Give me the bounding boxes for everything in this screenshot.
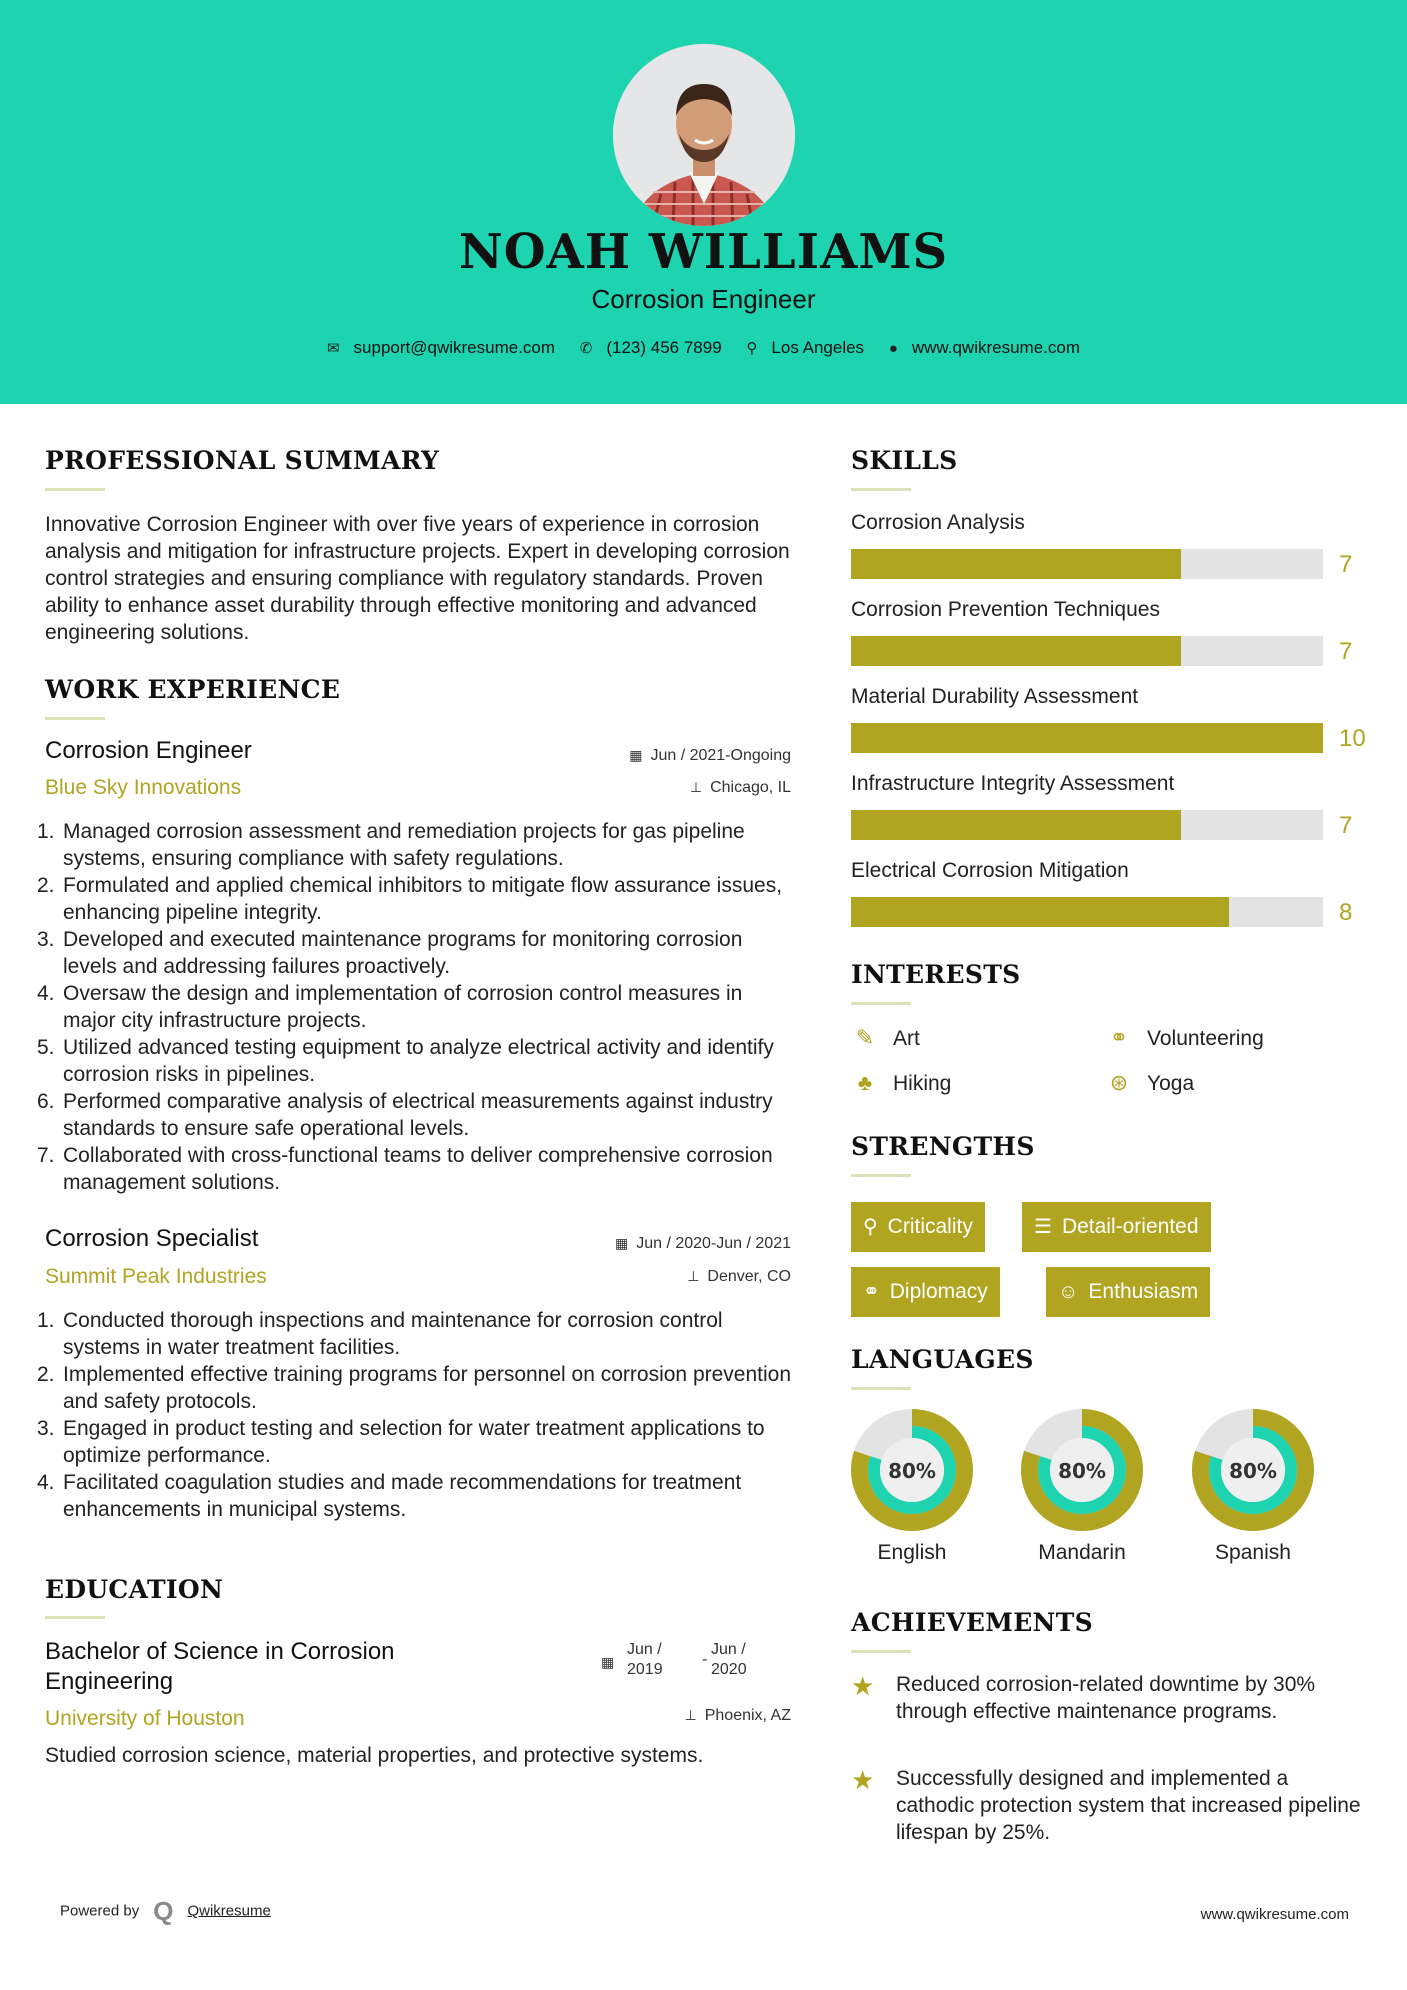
candidate-name: NOAH WILLIAMS xyxy=(458,224,949,280)
duty-text: Collaborated with cross-functional teams to deliver comprehensive corrosion management solutions. xyxy=(63,1144,773,1194)
list-item: 4. Facilitated coagulation studies and made recommendations for treatment enhancements in municipal systems. xyxy=(37,1471,742,1521)
contact-email[interactable] xyxy=(327,338,555,358)
education-description: Studied corrosion science, material properties, and protective systems. xyxy=(45,1744,704,1767)
strength-label: Criticality xyxy=(887,1215,973,1238)
envelope-icon: ✉ xyxy=(326,340,340,357)
strength-tag xyxy=(1046,1267,1210,1317)
education-location-text: Phoenix, AZ xyxy=(704,1707,791,1724)
duty-text: Oversaw the design and implementation of corrosion control measures in major city infrastructure projects. xyxy=(63,982,743,1032)
language-name: Mandarin xyxy=(1038,1541,1126,1564)
paintbrush-icon: ✎ xyxy=(855,1025,875,1050)
degree-line-1: Bachelor of Science in Corrosion xyxy=(45,1638,395,1665)
calendar-icon: ▦ xyxy=(629,747,643,763)
interest-art xyxy=(851,1025,920,1051)
job-dates xyxy=(629,747,791,765)
language-donut-chart xyxy=(851,1409,973,1531)
education-start xyxy=(627,1640,663,1680)
pushpin-icon: ⊥ xyxy=(687,1268,700,1284)
list-item: 1. Managed corrosion assessment and remediation projects for gas pipeline systems, ensuring compliance with safety regulations. xyxy=(37,820,745,870)
list-item: 4. Oversaw the design and implementation of corrosion control measures in major city infrastructure projects. xyxy=(37,982,743,1032)
job-location-text: Chicago, IL xyxy=(710,779,791,796)
handshake-icon: ⚭ xyxy=(1109,1025,1129,1050)
interest-label: Art xyxy=(893,1027,920,1050)
list-icon: ☰ xyxy=(1034,1216,1052,1238)
skill-bar-fill xyxy=(851,636,1181,666)
skill-name: Material Durability Assessment xyxy=(851,685,1139,708)
footer-powered-by xyxy=(60,1896,271,1927)
experience-heading-underline xyxy=(45,717,105,720)
job-location-text: Denver, CO xyxy=(707,1268,791,1285)
education-location xyxy=(685,1707,791,1725)
list-item: 3. Engaged in product testing and selection for water treatment applications to optimize performance. xyxy=(37,1417,765,1467)
globe-icon: ● xyxy=(888,340,898,357)
list-item: 7. Collaborated with cross-functional teams to deliver comprehensive corrosion management solutions. xyxy=(37,1144,773,1194)
powered-by-text: Powered by xyxy=(60,1902,140,1920)
interests-heading-underline xyxy=(851,1002,911,1005)
contact-phone[interactable] xyxy=(580,338,722,358)
interest-label: Volunteering xyxy=(1147,1027,1264,1050)
language-percent: 80% xyxy=(1229,1459,1277,1483)
language-percent: 80% xyxy=(1058,1459,1106,1483)
handshake-icon: ⚭ xyxy=(863,1281,880,1303)
skill-bar-track xyxy=(851,549,1323,579)
tree-icon: ♣ xyxy=(857,1070,873,1095)
pushpin-icon: ⊥ xyxy=(684,1707,697,1723)
smile-icon: ☺ xyxy=(1058,1281,1079,1303)
skill-bar-fill xyxy=(851,810,1181,840)
skill-value: 8 xyxy=(1339,899,1353,926)
skill-value: 7 xyxy=(1339,812,1353,839)
pushpin-icon: ⊥ xyxy=(689,779,703,795)
end-month: Jun / xyxy=(711,1641,746,1658)
education-heading: EDUCATION xyxy=(45,1575,224,1604)
degree-line-2: Engineering xyxy=(45,1668,174,1695)
strength-tag xyxy=(1022,1202,1211,1252)
contact-location xyxy=(746,338,864,358)
strength-label: Enthusiasm xyxy=(1088,1280,1199,1303)
profile-photo-image xyxy=(613,44,795,226)
list-item: 5. Utilized advanced testing equipment to analyze electrical activity and identify corrosion risks in pipelines. xyxy=(37,1036,774,1086)
duty-text: Conducted thorough inspections and maintenance for corrosion control systems in water treatment facilities. xyxy=(63,1309,723,1359)
interests-heading: INTERESTS xyxy=(851,960,1021,989)
skill-value: 10 xyxy=(1339,725,1366,752)
interest-volunteering xyxy=(1105,1025,1264,1051)
start-month: Jun / xyxy=(627,1641,662,1658)
skills-heading-underline xyxy=(851,488,911,491)
skill-name: Electrical Corrosion Mitigation xyxy=(851,859,1129,882)
skill-name: Corrosion Prevention Techniques xyxy=(851,598,1160,621)
language-donut-chart xyxy=(1021,1409,1143,1531)
skill-value: 7 xyxy=(1339,551,1353,578)
skill-name: Corrosion Analysis xyxy=(851,511,1025,534)
resume-header xyxy=(0,0,1407,404)
achievement-item: Reduced corrosion-related downtime by 30% through effective maintenance programs. xyxy=(896,1673,1316,1723)
brand-link[interactable]: Qwikresume xyxy=(187,1902,271,1920)
skill-bar-track xyxy=(851,636,1323,666)
contact-bar xyxy=(0,338,1407,358)
email-text: support@qwikresume.com xyxy=(353,338,556,357)
duty-text: Managed corrosion assessment and remediation projects for gas pipeline systems, ensuring compliance with safety regulations. xyxy=(63,820,745,870)
strength-label: Detail-oriented xyxy=(1061,1215,1199,1238)
start-year: 2019 xyxy=(627,1661,663,1678)
language-item xyxy=(851,1409,973,1565)
achievements-heading: ACHIEVEMENTS xyxy=(851,1608,1093,1637)
calendar-icon: ▦ xyxy=(601,1654,615,1670)
duty-text: Performed comparative analysis of electrical measurements against industry standards to ensure safe operational levels. xyxy=(63,1090,773,1140)
job-location xyxy=(690,779,791,797)
qwikresume-logo-icon: Q xyxy=(153,1896,174,1926)
strength-tag xyxy=(851,1202,985,1252)
language-name: English xyxy=(877,1541,947,1564)
achievements-heading-underline xyxy=(851,1650,911,1653)
list-item: 2. Implemented effective training programs for personnel on corrosion prevention and safety protocols. xyxy=(37,1363,792,1413)
duty-text: Engaged in product testing and selection for water treatment applications to optimize performance. xyxy=(63,1417,765,1467)
language-name: Spanish xyxy=(1215,1541,1291,1564)
skill-bar-fill xyxy=(851,723,1323,753)
list-item: 2. Formulated and applied chemical inhibitors to mitigate flow assurance issues, enhancing pipeline integrity. xyxy=(37,874,783,924)
education-heading-underline xyxy=(45,1616,105,1619)
language-item xyxy=(1192,1409,1314,1565)
skill-value: 7 xyxy=(1339,638,1353,665)
skill-name: Infrastructure Integrity Assessment xyxy=(851,772,1175,795)
strength-tag xyxy=(851,1267,1000,1317)
experience-heading: WORK EXPERIENCE xyxy=(45,675,341,704)
duty-text: Developed and executed maintenance programs for monitoring corrosion levels and addressing failures proactively. xyxy=(63,928,743,978)
languages-heading-underline xyxy=(851,1387,911,1390)
list-item: 3. Developed and executed maintenance programs for monitoring corrosion levels and addressing failures proactively. xyxy=(37,928,743,978)
skill-bar-fill xyxy=(851,549,1181,579)
language-item xyxy=(1021,1409,1143,1565)
search-icon: ⚲ xyxy=(863,1216,878,1238)
strength-label: Diplomacy xyxy=(889,1280,988,1303)
list-item: 6. Performed comparative analysis of electrical measurements against industry standards to ensure safe operational levels. xyxy=(37,1090,773,1140)
end-year: 2020 xyxy=(711,1661,747,1678)
life-ring-icon: ⊛ xyxy=(1109,1070,1129,1095)
location-text: Los Angeles xyxy=(771,338,865,357)
job-duties-list xyxy=(37,1307,795,1523)
language-donut-chart xyxy=(1192,1409,1314,1531)
job-dates-text: Jun / 2021-Ongoing xyxy=(650,747,791,764)
duty-text: Formulated and applied chemical inhibitors to mitigate flow assurance issues, enhancing pipeline integrity. xyxy=(63,874,783,924)
language-percent: 80% xyxy=(888,1459,936,1483)
contact-website[interactable] xyxy=(889,338,1080,358)
job-title: Corrosion Specialist xyxy=(45,1225,259,1252)
summary-heading-underline xyxy=(45,488,105,491)
job-location xyxy=(687,1268,791,1286)
strengths-heading-underline xyxy=(851,1174,911,1177)
website-text: www.qwikresume.com xyxy=(911,338,1081,357)
interest-label: Hiking xyxy=(893,1072,952,1095)
job-duties-list xyxy=(37,818,795,1196)
job-company: Summit Peak Industries xyxy=(45,1265,267,1288)
calendar-icon: ▦ xyxy=(614,1235,629,1251)
interest-hiking xyxy=(851,1070,951,1096)
interest-label: Yoga xyxy=(1147,1072,1195,1095)
interest-yoga xyxy=(1105,1070,1194,1096)
trophy-star-icon: ★ xyxy=(851,1766,875,1796)
duty-text: Implemented effective training programs for personnel on corrosion prevention and safety protocols. xyxy=(63,1363,792,1413)
map-marker-icon: ⚲ xyxy=(746,340,758,357)
phone-text: (123) 456 7899 xyxy=(606,338,722,357)
date-separator: - xyxy=(702,1651,708,1668)
list-item: 1. Conducted thorough inspections and maintenance for corrosion control systems in water treatment facilities. xyxy=(37,1309,723,1359)
skill-bar-track xyxy=(851,897,1323,927)
degree-title xyxy=(45,1637,515,1697)
profile-photo xyxy=(613,44,795,226)
skill-bar-track xyxy=(851,810,1323,840)
languages-heading: LANGUAGES xyxy=(851,1345,1034,1374)
phone-icon: ✆ xyxy=(579,340,593,357)
skills-heading: SKILLS xyxy=(851,446,958,475)
education-end xyxy=(711,1640,747,1680)
duty-text: Utilized advanced testing equipment to analyze electrical activity and identify corrosion risks in pipelines. xyxy=(63,1036,774,1086)
achievement-item: Successfully designed and implemented a cathodic protection system that increased pipeline lifespan by 25%. xyxy=(896,1767,1361,1844)
footer-website[interactable]: www.qwikresume.com xyxy=(1200,1906,1349,1923)
duty-text: Facilitated coagulation studies and made recommendations for treatment enhancements in municipal systems. xyxy=(63,1471,742,1521)
job-dates xyxy=(615,1235,791,1253)
candidate-title: Corrosion Engineer xyxy=(591,284,816,314)
summary-text: Innovative Corrosion Engineer with over five years of experience in corrosion analysis and mitigation for infrastructure projects. Expert in developing corrosion control strategies and ensuring compliance with regulatory standards. Proven ability to enhance asset durability through effective monitoring and advanced engineering solutions. xyxy=(45,513,790,644)
job-company: Blue Sky Innovations xyxy=(45,776,242,799)
trophy-star-icon: ★ xyxy=(851,1672,875,1702)
skill-bar-track xyxy=(851,723,1323,753)
education-school: University of Houston xyxy=(45,1707,245,1730)
strengths-heading: STRENGTHS xyxy=(851,1132,1035,1161)
job-title: Corrosion Engineer xyxy=(45,737,252,764)
summary-heading: PROFESSIONAL SUMMARY xyxy=(45,446,440,475)
job-dates-text: Jun / 2020-Jun / 2021 xyxy=(636,1235,791,1252)
skill-bar-fill xyxy=(851,897,1229,927)
